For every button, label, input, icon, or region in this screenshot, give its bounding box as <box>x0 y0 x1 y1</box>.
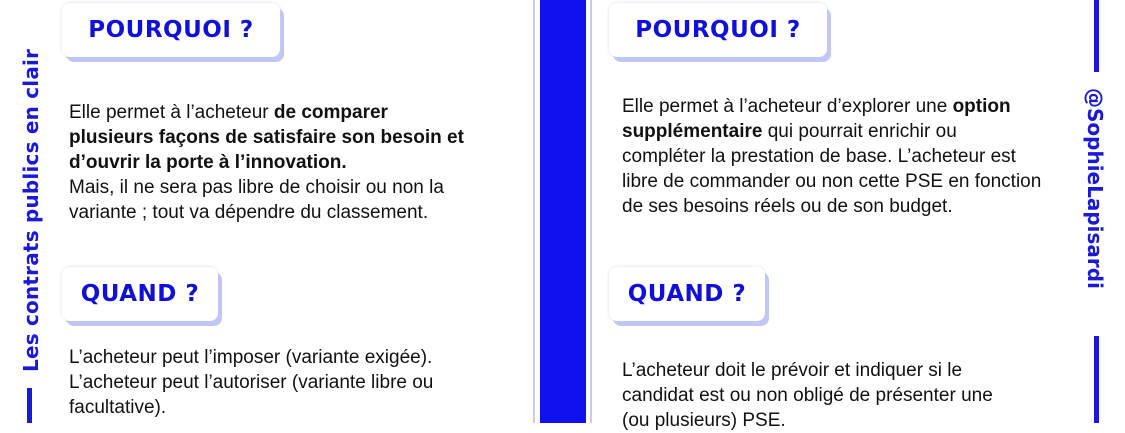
text-line: Mais, il ne sera pas libre de choisir ou non la <box>69 177 444 198</box>
text-line: variante ; tout va dépendre du classement. <box>69 202 429 223</box>
paragraph-why-left <box>69 100 464 225</box>
text-line: compléter la prestation de base. L’acheteur est <box>622 146 1016 167</box>
text-line: facultative). <box>69 397 167 418</box>
text-line: candidat est ou non obligé de présenter une <box>622 385 993 406</box>
accent-bar <box>27 388 32 423</box>
text-line: Elle permet à l’acheteur de comparer <box>69 102 388 123</box>
author-handle: @SophieLapisardi <box>1083 88 1107 289</box>
heading-why-left <box>62 3 280 57</box>
paragraph-when-left <box>69 345 433 420</box>
paragraph-why-right <box>622 94 1041 219</box>
divider-line <box>533 0 535 423</box>
heading-label: QUAND ? <box>627 281 747 307</box>
heading-when-left <box>62 267 218 321</box>
text-line: supplémentaire qui pourrait enrichir ou <box>622 121 957 142</box>
series-title: Les contrats publics en clair <box>19 48 43 372</box>
heading-why-right <box>609 3 827 57</box>
text-line: libre de commander ou non cette PSE en fonction <box>622 171 1042 192</box>
accent-bar <box>1094 0 1099 72</box>
divider-line <box>590 0 592 423</box>
paragraph-when-right <box>622 358 993 433</box>
text-line: L’acheteur peut l’autoriser (variante libre ou <box>69 372 434 393</box>
heading-label: POURQUOI ? <box>635 17 801 43</box>
text-line: L’acheteur doit le prévoir et indiquer si le <box>622 360 963 381</box>
text-line: (ou plusieurs) PSE. <box>622 410 786 431</box>
text-line: d’ouvrir la porte à l’innovation. <box>69 152 347 173</box>
center-band <box>540 0 586 423</box>
text-line: L’acheteur peut l’imposer (variante exigée). <box>69 347 433 368</box>
heading-label: QUAND ? <box>80 281 200 307</box>
heading-label: POURQUOI ? <box>88 17 254 43</box>
text-line: Elle permet à l’acheteur d’explorer une option <box>622 96 1011 117</box>
text-line: de ses besoins réels ou de son budget. <box>622 196 953 217</box>
heading-when-right <box>609 267 765 321</box>
accent-bar <box>1094 336 1099 423</box>
text-line: plusieurs façons de satisfaire son besoin et <box>69 127 464 148</box>
